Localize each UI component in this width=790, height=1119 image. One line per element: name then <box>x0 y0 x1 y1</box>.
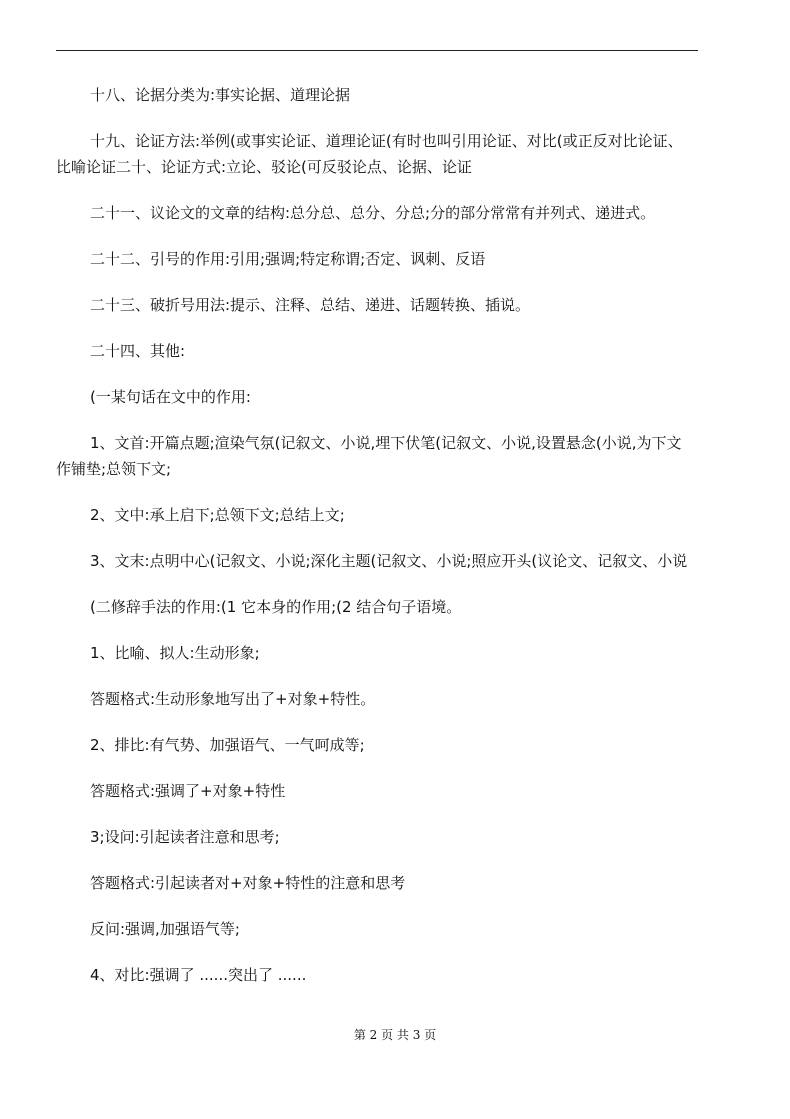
item-rhetorical-question: 3;设问:引起读者注意和思考; <box>90 828 280 846</box>
paragraph-18: 十八、论据分类为:事实论据、道理论据 <box>90 86 351 104</box>
paragraph-21: 二十一、议论文的文章的结构:总分总、总分、分总;分的部分常常有并列式、递进式。 <box>90 204 656 222</box>
item-rhetorical-ask: 反问:强调,加强语气等; <box>90 920 240 938</box>
subheading-sentence-role: (一某句话在文中的作用: <box>90 388 251 406</box>
paragraph-19-20: 十九、论证方法:举例(或事实论证、道理论证(有时也叫引用论证、对比(或正反对比论证、比喻论证二十、论证方式:立论、驳论(可反驳论点、论据、论证 <box>56 132 683 176</box>
item-ending: 3、文末:点明中心(记叙文、小说;深化主题(记叙文、小说;照应开头(议论文、记叙文、小说 <box>90 552 688 570</box>
paragraph-23: 二十三、破折号用法:提示、注释、总结、递进、话题转换、插说。 <box>90 296 531 314</box>
document-body <box>56 82 696 1008</box>
answer-format-parallelism: 答题格式:强调了+对象+特性 <box>90 782 286 800</box>
item-middle: 2、文中:承上启下;总领下文;总结上文; <box>90 506 345 524</box>
answer-format-metaphor: 答题格式:生动形象地写出了+对象+特性。 <box>90 690 376 708</box>
answer-format-question: 答题格式:引起读者对+对象+特性的注意和思考 <box>90 874 406 892</box>
header-rule <box>56 50 698 51</box>
item-contrast: 4、对比:强调了 ......突出了 ...... <box>90 966 307 984</box>
item-beginning: 1、文首:开篇点题;渲染气氛(记叙文、小说,埋下伏笔(记叙文、小说,设置悬念(小说,为下文作铺垫;总领下文; <box>56 434 682 478</box>
paragraph-22: 二十二、引号的作用:引用;强调;特定称谓;否定、讽刺、反语 <box>90 250 486 268</box>
subheading-rhetoric: (二修辞手法的作用:(1 它本身的作用;(2 结合句子语境。 <box>90 598 462 616</box>
page-footer: 第 2 页 共 3 页 <box>353 1028 437 1042</box>
item-metaphor: 1、比喻、拟人:生动形象; <box>90 644 260 662</box>
paragraph-24: 二十四、其他: <box>90 342 186 360</box>
item-parallelism: 2、排比:有气势、加强语气、一气呵成等; <box>90 736 365 754</box>
